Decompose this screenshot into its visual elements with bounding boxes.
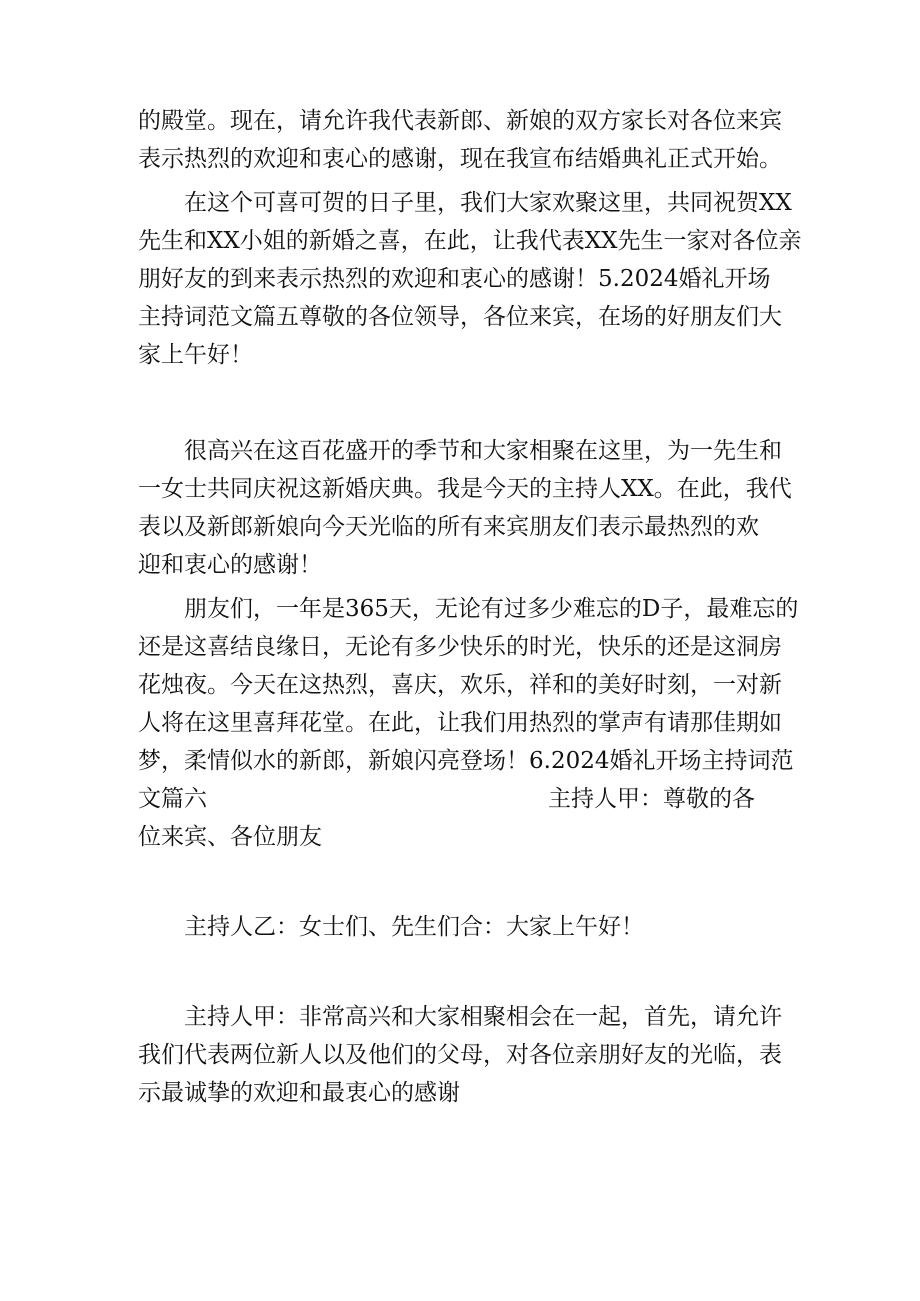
text-line: 一女士共同庆祝这新婚庆典。我是今天的主持人XX。在此，我代: [138, 476, 792, 502]
text-line: 主持人乙：女士们、先生们合：大家上午好！: [184, 914, 644, 940]
text-line: 的殿堂。现在，请允许我代表新郎、新娘的双方家长对各位来宾: [138, 108, 782, 134]
text-segment-left: 文篇六: [138, 786, 207, 812]
text-line: 在这个可喜可贺的日子里，我们大家欢聚这里，共同祝贺XX: [184, 190, 792, 216]
text-line: 主持人甲：非常高兴和大家相聚相会在一起，首先，请允许: [184, 1004, 782, 1030]
text-segment-right: 主持人甲：尊敬的各: [548, 786, 755, 812]
text-line: 位来宾、各位朋友: [138, 824, 322, 850]
text-line: 很高兴在这百花盛开的季节和大家相聚在这里，为一先生和: [184, 438, 782, 464]
text-line: 花烛夜。今天在这热烈，喜庆，欢乐，祥和的美好时刻，一对新: [138, 672, 782, 698]
text-line: 朋好友的到来表示热烈的欢迎和衷心的感谢！5.2024婚礼开场: [138, 266, 771, 292]
text-line: 示最诚挚的欢迎和最衷心的感谢: [138, 1080, 460, 1106]
text-line: 主持词范文篇五尊敬的各位领导，各位来宾，在场的好朋友们大: [138, 304, 782, 330]
split-line: [138, 780, 798, 818]
text-line: 表以及新郎新娘向今天光临的所有来宾朋友们表示最热烈的欢: [138, 514, 759, 540]
text-line: 家上午好！: [138, 342, 253, 368]
document-page: [138, 102, 802, 1112]
text-line: 迎和衷心的感谢！: [138, 552, 322, 578]
text-line: 先生和XX小姐的新婚之喜，在此，让我代表XX先生一家对各位亲: [138, 228, 802, 254]
text-line: 我们代表两位新人以及他们的父母，对各位亲朋好友的光临，表: [138, 1042, 782, 1068]
text-line: 人将在这里喜拜花堂。在此，让我们用热烈的掌声有请那佳期如: [138, 710, 782, 736]
text-line: 朋友们，一年是365天，无论有过多少难忘的D子，最难忘的: [184, 596, 799, 622]
text-line: 还是这喜结良缘日，无论有多少快乐的时光，快乐的还是这洞房: [138, 634, 782, 660]
text-line: 表示热烈的欢迎和衷心的感谢，现在我宣布结婚典礼正式开始。: [138, 146, 782, 172]
text-line: 梦，柔情似水的新郎，新娘闪亮登场！6.2024婚礼开场主持词范: [138, 748, 794, 774]
